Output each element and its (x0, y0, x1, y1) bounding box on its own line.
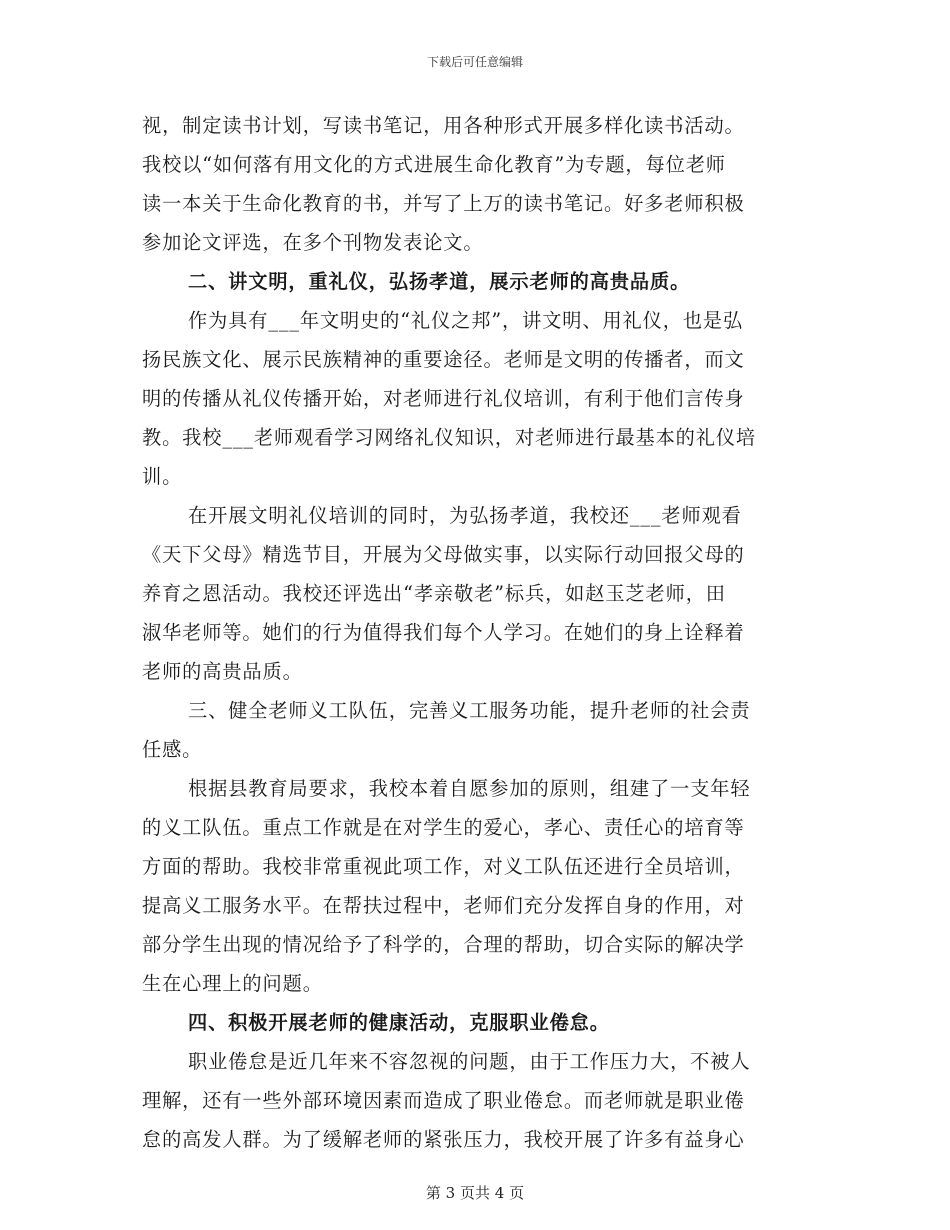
text-line: 读一本关于生命化教育的书，并写了上万的读书笔记。好多老师积极 (142, 192, 745, 215)
text-line: 教。我校___老师观看学习网络礼仪知识，对老师进行最基本的礼仪培 (142, 426, 757, 449)
text-line: 淑华老师等。她们的行为值得我们每个人学习。在她们的身上诠释着 (142, 621, 745, 644)
text-line: 生在心理上的问题。 (142, 972, 323, 995)
text-line: 怠的高发人群。为了缓解老师的紧张压力，我校开展了许多有益身心 (142, 1128, 745, 1151)
text-line: 我校以“如何落有用文化的方式进展生命化教育”为专题，每位老师 (142, 153, 726, 176)
text-line: 职业倦怠是近几年来不容忽视的问题，由于工作压力大，不被人 (188, 1050, 751, 1073)
text-line: 根据县教育局要求，我校本着自愿参加的原则，组建了一支年轻 (188, 777, 751, 800)
text-line: 部分学生出现的情况给予了科学的，合理的帮助，切合实际的解决学 (142, 933, 745, 956)
text-line: 三、健全老师义工队伍，完善义工服务功能，提升老师的社会责 (188, 699, 751, 722)
text-line: 训。 (142, 465, 183, 488)
text-line: 老师的高贵品质。 (142, 660, 303, 683)
page-footer: 第 3 页共 4 页 (425, 1184, 525, 1202)
text-line: 在开展文明礼仪培训的同时，为弘扬孝道，我校还___老师观看 (188, 504, 742, 527)
text-line: 方面的帮助。我校非常重视此项工作，对义工队伍还进行全员培训， (142, 855, 745, 878)
section-heading-line: 二、讲文明，重礼仪，弘扬孝道，展示老师的高贵品质。 (188, 270, 691, 293)
text-line: 扬民族文化、展示民族精神的重要途径。老师是文明的传播者，而文 (142, 348, 745, 371)
text-line: 参加论文评选，在多个刊物发表论文。 (142, 231, 484, 254)
text-line: 理解，还有一些外部环境因素而造成了职业倦怠。而老师就是职业倦 (142, 1089, 745, 1112)
section-heading-line: 四、积极开展老师的健康活动，克服职业倦怠。 (188, 1011, 610, 1034)
document-body (142, 106, 810, 1159)
text-line: 《天下父母》精选节目，开展为父母做实事，以实际行动回报父母的 (142, 543, 745, 566)
text-line: 的义工队伍。重点工作就是在对学生的爱心，孝心、责任心的培育等 (142, 816, 745, 839)
page-header: 下载后可任意编辑 (426, 55, 523, 69)
text-line: 提高义工服务水平。在帮扶过程中，老师们充分发挥自身的作用，对 (142, 894, 745, 917)
text-line: 作为具有___年文明史的“礼仪之邦”，讲文明、用礼仪，也是弘 (188, 309, 744, 332)
text-line: 明的传播从礼仪传播开始，对老师进行礼仪培训，有利于他们言传身 (142, 387, 745, 410)
text-line: 养育之恩活动。我校还评选出“孝亲敬老”标兵，如赵玉芝老师，田 (142, 582, 726, 605)
text-line: 任感。 (142, 738, 203, 761)
text-line: 视，制定读书计划，写读书笔记，用各种形式开展多样化读书活动。 (142, 114, 745, 137)
